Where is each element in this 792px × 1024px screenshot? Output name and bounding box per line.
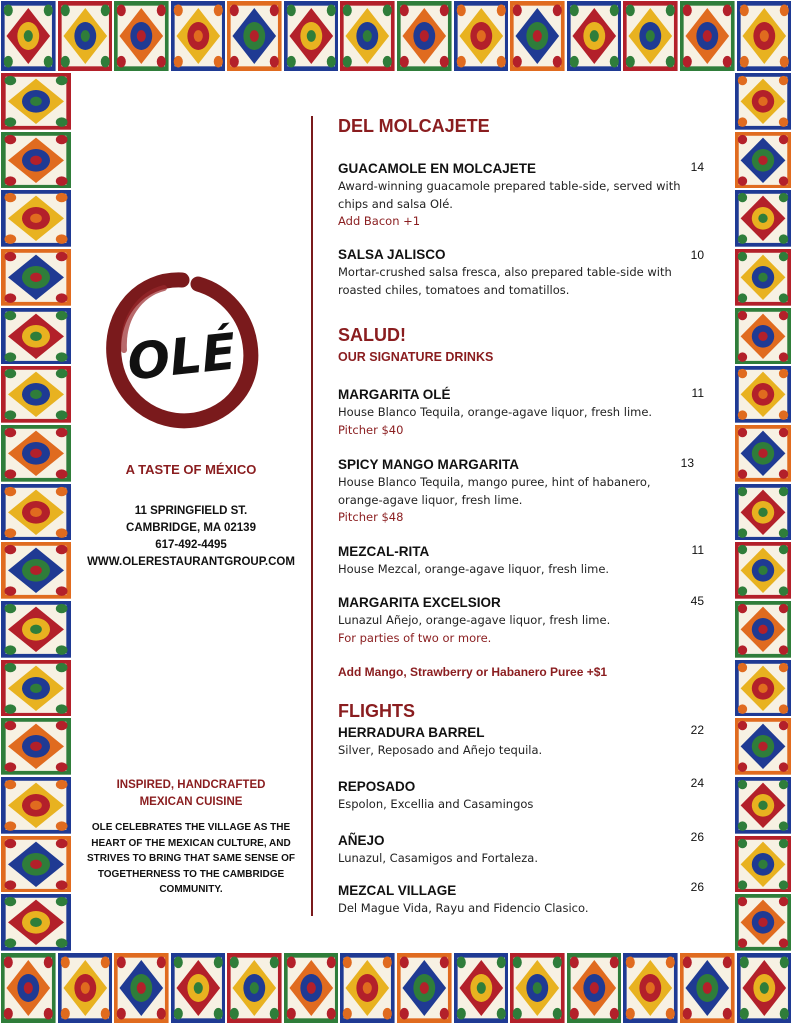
menu-item [338, 724, 728, 760]
decorative-tile [0, 424, 72, 483]
menu-item [338, 246, 728, 299]
decorative-tile [734, 307, 792, 366]
menu-item [338, 160, 728, 231]
inspired-line-1: INSPIRED, HANDCRAFTED [116, 779, 266, 791]
decorative-tile [0, 72, 72, 131]
item-description: Silver, Reposado and Añejo tequila. [338, 743, 543, 757]
about-blurb: OLE CELEBRATES THE VILLAGE AS THE HEART OF THE MEXICAN CULTURE, AND STRIVES TO BRING THAT SAME SENSE OF TOGETHERNESS TO THE CAMBRIDGE COMMUNITY. [87, 822, 295, 895]
decorative-tile [734, 248, 792, 307]
decorative-tile [0, 600, 72, 659]
section-title-salud: SALUD! [338, 325, 406, 345]
decorative-tile [0, 248, 72, 307]
restaurant-address [72, 503, 310, 571]
decorative-tile [226, 0, 283, 72]
item-description: House Mezcal, orange-agave liquor, fresh lime. [338, 562, 610, 576]
address-street: 11 SPRINGFIELD ST. [134, 505, 248, 517]
decorative-tile [734, 717, 792, 776]
item-name: MARGARITA EXCELSIOR [338, 595, 501, 610]
decorative-tile [170, 952, 227, 1024]
item-price: 11 [691, 543, 704, 557]
item-price: 26 [690, 880, 704, 894]
decorative-tile [734, 131, 792, 190]
section-title-flights: FLIGHTS [338, 701, 415, 721]
tagline: A TASTE OF MÉXICO [125, 462, 257, 477]
decorative-tile [283, 0, 340, 72]
ole-logo [100, 268, 265, 433]
decorative-tile [734, 365, 792, 424]
decorative-tile [734, 893, 792, 952]
decorative-tile [283, 952, 340, 1024]
decorative-tile [734, 189, 792, 248]
decorative-tile [0, 365, 72, 424]
decorative-tile [0, 776, 72, 835]
menu-item [338, 543, 728, 579]
decorative-tile [736, 0, 792, 72]
decorative-tile [622, 952, 679, 1024]
inspired-line-2: MEXICAN CUISINE [139, 796, 243, 808]
decorative-tile [0, 189, 72, 248]
tile-border-bottom [0, 952, 792, 1024]
decorative-tile [734, 600, 792, 659]
item-name: AÑEJO [338, 833, 385, 848]
section-subtitle-salud: OUR SIGNATURE DRINKS [338, 350, 494, 364]
drinks-addon: Add Mango, Strawberry or Habanero Puree +$1 [338, 665, 608, 679]
decorative-tile [0, 541, 72, 600]
decorative-tile [113, 952, 170, 1024]
menu-column [338, 0, 728, 952]
phone-number: 617-492-4495 [155, 539, 227, 551]
item-description: Lunazul, Casamigos and Fortaleza. [338, 851, 538, 865]
column-divider [311, 116, 313, 916]
item-note: Pitcher $48 [338, 510, 404, 524]
decorative-tile [734, 776, 792, 835]
item-name: MARGARITA OLÉ [338, 387, 451, 402]
decorative-tile [0, 952, 57, 1024]
decorative-tile [679, 952, 736, 1024]
item-price: 11 [691, 386, 704, 400]
item-price: 14 [690, 160, 704, 174]
decorative-tile [0, 131, 72, 190]
item-description: House Blanco Tequila, mango puree, hint of habanero, orange-agave liquor, fresh lime. [338, 475, 651, 507]
item-description: Lunazul Añejo, orange-agave liquor, fresh lime. [338, 613, 611, 627]
item-note: For parties of two or more. [338, 630, 492, 645]
decorative-tile [113, 0, 170, 72]
item-price: 13 [680, 456, 694, 470]
decorative-tile [226, 952, 283, 1024]
decorative-tile [734, 424, 792, 483]
item-price: 26 [690, 830, 704, 844]
item-name: REPOSADO [338, 779, 416, 794]
item-name: SALSA JALISCO [338, 247, 446, 262]
menu-item [338, 778, 728, 814]
inspired-heading [84, 777, 298, 811]
item-name: GUACAMOLE EN MOLCAJETE [338, 161, 537, 176]
decorative-tile [0, 483, 72, 542]
decorative-tile [734, 659, 792, 718]
tile-border-right [734, 72, 792, 952]
website-link: WWW.OLERESTAURANTGROUP.COM [87, 556, 295, 568]
menu-item [338, 594, 728, 647]
logo-text: OLÉ [124, 322, 239, 392]
decorative-tile [734, 483, 792, 542]
decorative-tile [57, 0, 114, 72]
decorative-tile [734, 835, 792, 894]
item-name: MEZCAL VILLAGE [338, 883, 457, 898]
decorative-tile [453, 952, 510, 1024]
menu-item [338, 456, 728, 527]
item-description: Mortar-crushed salsa fresca, also prepared table-side with roasted chiles, tomatoes and tomatillos. [338, 265, 672, 297]
decorative-tile [734, 541, 792, 600]
decorative-tile [170, 0, 227, 72]
decorative-tile [0, 307, 72, 366]
tile-border-left [0, 72, 72, 952]
menu-item [338, 882, 728, 918]
item-note: Pitcher $40 [338, 422, 404, 437]
decorative-tile [0, 717, 72, 776]
section-title-molcajete: DEL MOLCAJETE [338, 116, 490, 136]
decorative-tile [736, 952, 792, 1024]
item-price: 10 [690, 248, 704, 262]
decorative-tile [0, 835, 72, 894]
decorative-tile [57, 952, 114, 1024]
item-description: Del Mague Vida, Rayu and Fidencio Clasico. [338, 901, 589, 915]
decorative-tile [734, 72, 792, 131]
item-price: 24 [690, 776, 704, 790]
item-description: Award-winning guacamole prepared table-side, served with chips and salsa Olé. [338, 179, 681, 211]
item-description: House Blanco Tequila, orange-agave liquor, fresh lime. [338, 405, 653, 419]
decorative-tile [0, 893, 72, 952]
decorative-tile [339, 952, 396, 1024]
item-description: Espolon, Excellia and Casamingos [338, 797, 534, 811]
decorative-tile [566, 952, 623, 1024]
item-price: 45 [690, 594, 704, 608]
item-note: Add Bacon +1 [338, 214, 421, 228]
item-name: MEZCAL-RITA [338, 544, 430, 559]
decorative-tile [509, 952, 566, 1024]
item-name: HERRADURA BARREL [338, 725, 485, 740]
decorative-tile [0, 0, 57, 72]
item-name: SPICY MANGO MARGARITA [338, 457, 520, 472]
menu-item [338, 386, 728, 439]
decorative-tile [0, 659, 72, 718]
decorative-tile [396, 952, 453, 1024]
item-price: 22 [690, 723, 704, 737]
address-city: CAMBRIDGE, MA 02139 [126, 522, 256, 534]
menu-item [338, 832, 728, 868]
